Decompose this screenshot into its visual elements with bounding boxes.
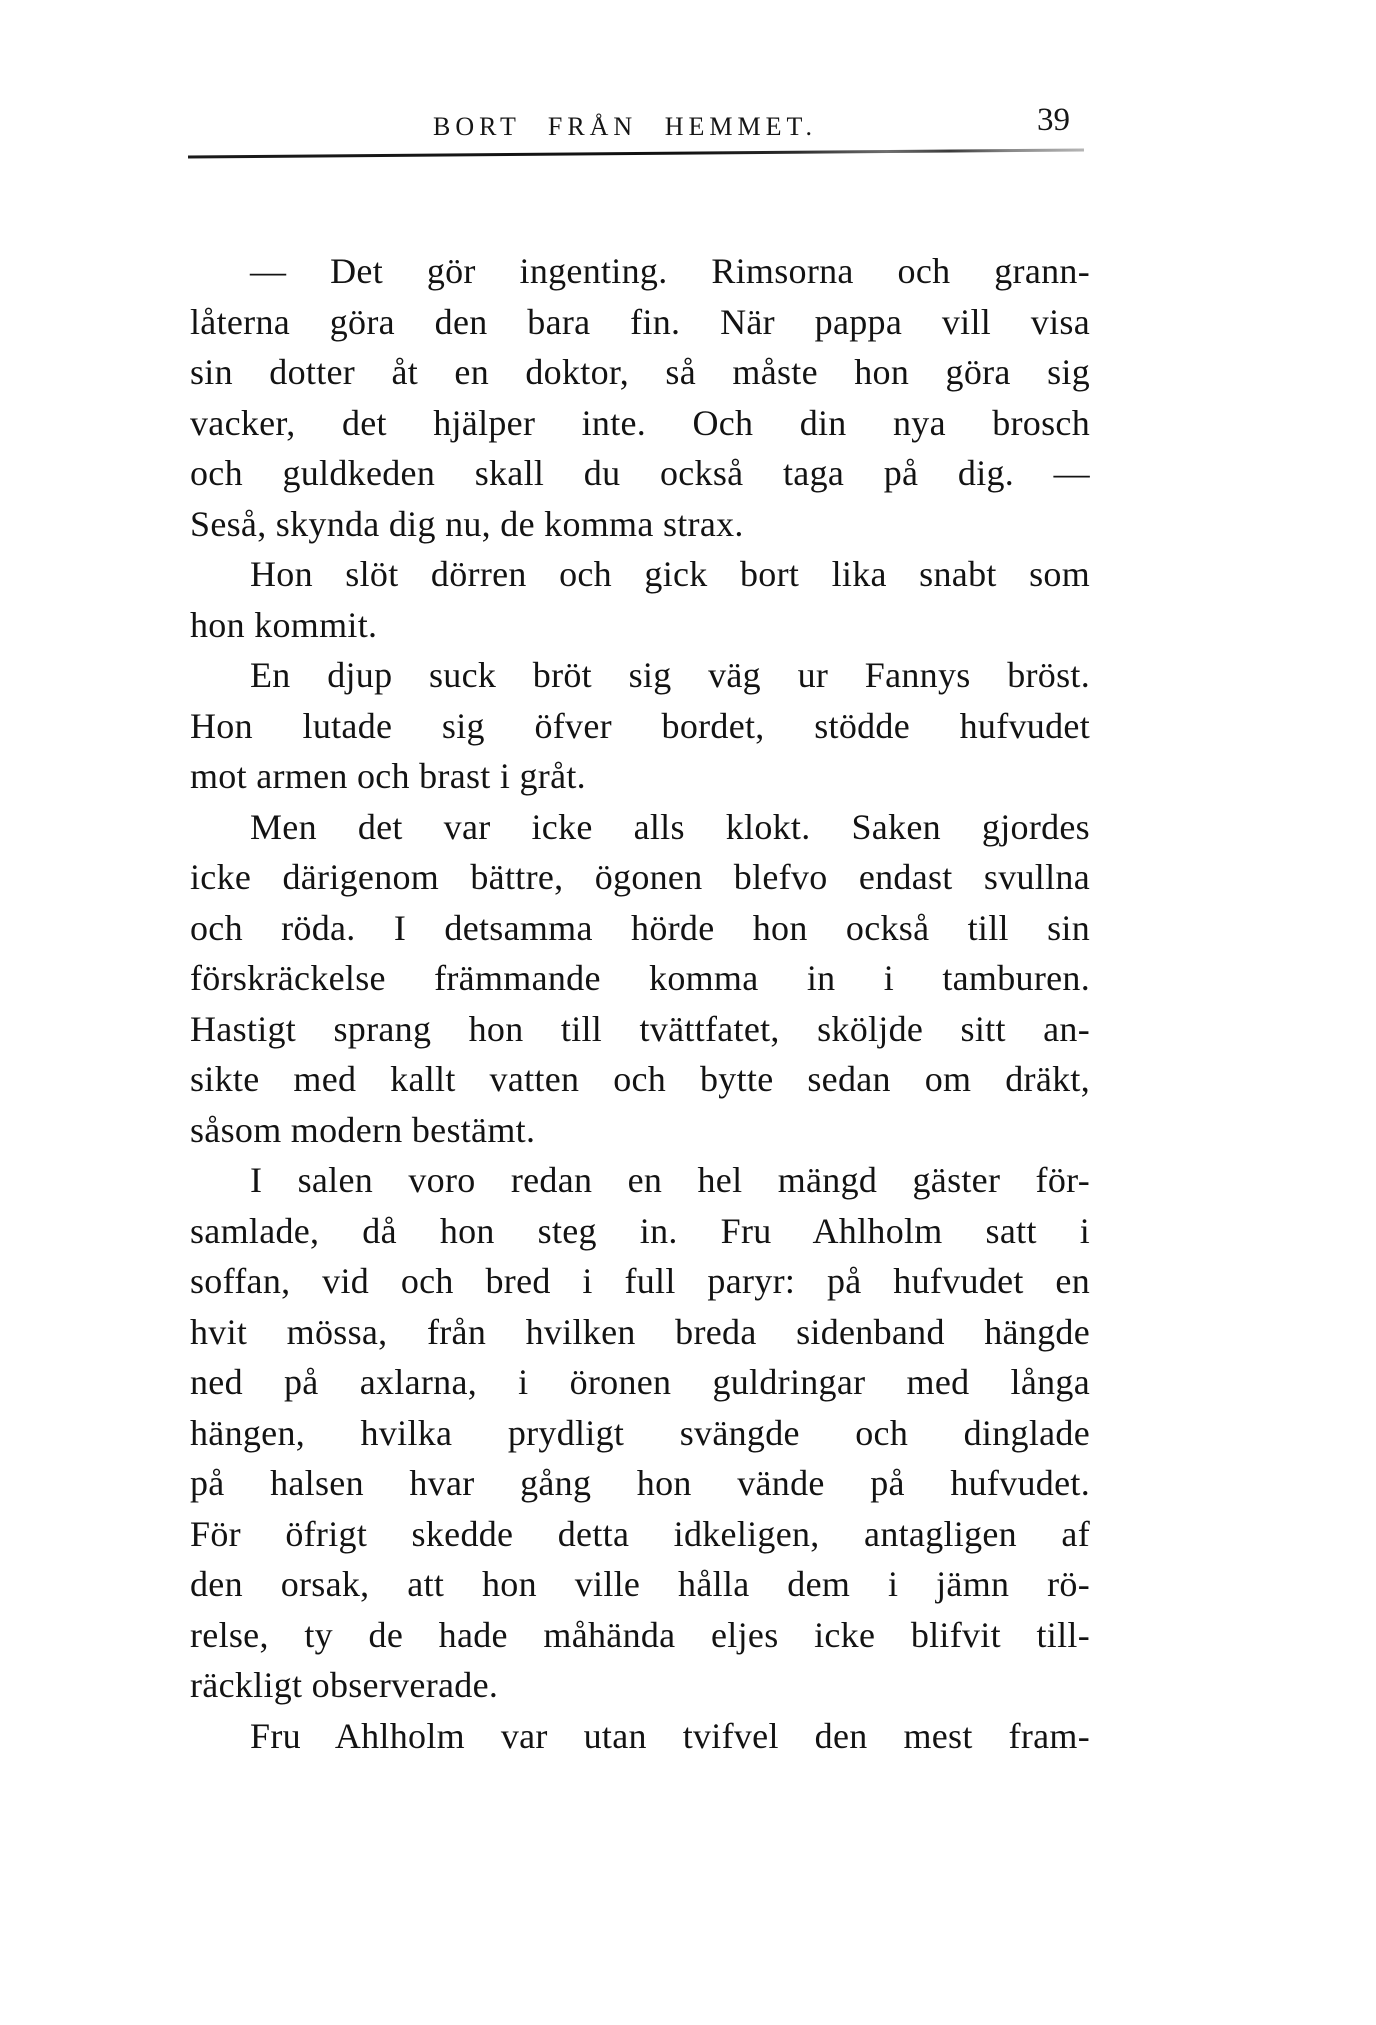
text-line: Fru Ahlholm var utan tvifvel den mest fram-	[250, 1715, 1090, 1756]
text-line: på halsen hvar gång hon vände på hufvudet.	[190, 1463, 1090, 1503]
text-line: förskräckelse främmande komma in i tamburen.	[190, 958, 1090, 998]
text-line: samlade, då hon steg in. Fru Ahlholm satt i	[190, 1210, 1090, 1251]
text-line: mot armen och brast i gråt.	[190, 756, 586, 796]
text-line: den orsak, att hon ville hålla dem i jämn rö-	[190, 1564, 1090, 1604]
text-line: Men det var icke alls klokt. Saken gjordes	[250, 806, 1090, 847]
text-line: — Det gör ingenting. Rimsorna och grann-	[250, 251, 1090, 291]
text-line: I salen voro redan en hel mängd gäster för-	[250, 1160, 1090, 1200]
text-line: relse, ty de hade måhända eljes icke blifvit till-	[190, 1614, 1090, 1655]
running-header-title: BORT FRÅN HEMMET.	[433, 112, 817, 141]
text-line: och röda. I detsamma hörde hon också till sin	[190, 907, 1090, 948]
header-rule	[188, 148, 1084, 158]
text-line: hvit mössa, från hvilken breda sidenband hängde	[190, 1311, 1090, 1352]
text-line: Hon lutade sig öfver bordet, stödde hufvudet	[190, 705, 1090, 746]
text-line: En djup suck bröt sig väg ur Fannys bröst.	[250, 655, 1090, 695]
text-line: Seså, skynda dig nu, de komma strax.	[190, 503, 744, 544]
text-body	[190, 246, 1090, 1761]
text-line: För öfrigt skedde detta idkeligen, antagligen af	[190, 1513, 1090, 1554]
text-line: Hastigt sprang hon till tvättfatet, sköljde sitt an-	[190, 1008, 1090, 1049]
text-line: icke därigenom bättre, ögonen blefvo endast svullna	[190, 857, 1090, 897]
text-line: sin dotter åt en doktor, så måste hon göra sig	[190, 352, 1090, 392]
text-line: låterna göra den bara fin. När pappa vill visa	[190, 301, 1090, 342]
text-line: Hon slöt dörren och gick bort lika snabt som	[250, 554, 1090, 594]
text-line: och guldkeden skall du också taga på dig. —	[190, 453, 1090, 493]
text-line: såsom modern bestämt.	[190, 1109, 536, 1150]
text-line: soffan, vid och bred i full paryr: på hufvudet en	[190, 1261, 1090, 1301]
text-line: hängen, hvilka prydligt svängde och dinglade	[190, 1412, 1090, 1453]
text-line: räckligt observerade.	[190, 1665, 499, 1705]
page-number: 39	[1037, 102, 1070, 138]
text-line: hon kommit.	[190, 604, 378, 645]
text-line: sikte med kallt vatten och bytte sedan om dräkt,	[190, 1059, 1090, 1099]
text-line: ned på axlarna, i öronen guldringar med långa	[190, 1362, 1090, 1402]
text-line: vacker, det hjälper inte. Och din nya brosch	[190, 402, 1090, 443]
